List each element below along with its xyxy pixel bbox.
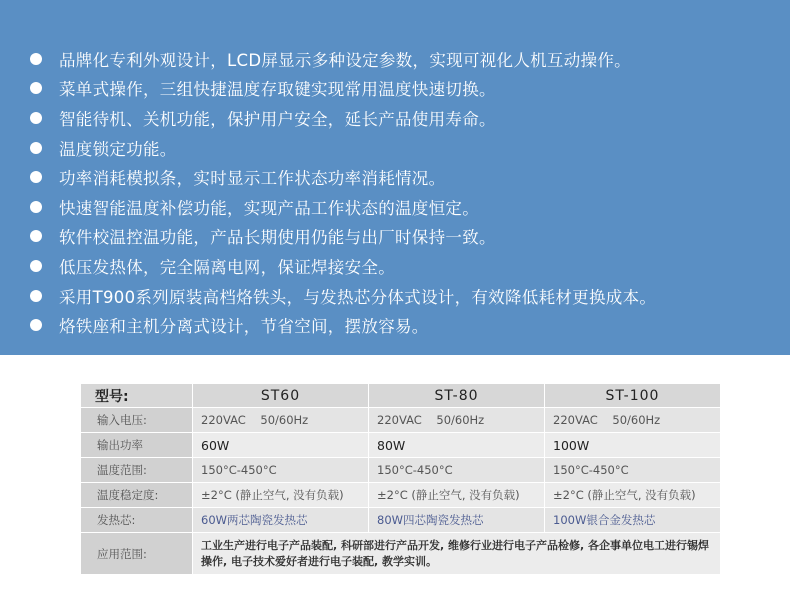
table-cell: 100W	[545, 433, 721, 458]
bullet-icon	[30, 53, 42, 65]
feature-text: 品牌化专利外观设计，LCD屏显示多种设定参数，实现可视化人机互动操作。	[59, 50, 631, 70]
feature-item	[30, 310, 656, 340]
feature-item	[30, 74, 656, 104]
feature-item	[30, 44, 656, 74]
spec-header-row	[81, 384, 721, 408]
feature-text: 菜单式操作，三组快捷温度存取键实现常用温度快速切换。	[59, 80, 496, 100]
feature-text: 烙铁座和主机分离式设计，节省空间，摆放容易。	[59, 317, 429, 337]
table-row	[81, 483, 721, 508]
table-row	[81, 508, 721, 533]
table-cell: 220VAC 50/60Hz	[545, 408, 721, 433]
table-cell: 220VAC 50/60Hz	[369, 408, 545, 433]
row-label-temp-stability: 温度稳定度:	[81, 483, 193, 508]
bullet-icon	[30, 260, 42, 272]
feature-item	[30, 162, 656, 192]
table-row	[81, 458, 721, 483]
table-cell: 60W	[193, 433, 369, 458]
bullet-icon	[30, 290, 42, 302]
row-label-heating-core: 发热芯:	[81, 508, 193, 533]
feature-text: 智能待机、关机功能，保护用户安全，延长产品使用寿命。	[59, 109, 496, 129]
row-label-output-power: 输出功率	[81, 433, 193, 458]
bullet-icon	[30, 171, 42, 183]
row-label-temp-range: 温度范围:	[81, 458, 193, 483]
bullet-icon	[30, 142, 42, 154]
table-cell: 80W	[369, 433, 545, 458]
table-cell: 100W银合金发热芯	[545, 508, 721, 533]
row-label-application: 应用范围:	[81, 533, 193, 575]
table-row	[81, 433, 721, 458]
bullet-icon	[30, 201, 42, 213]
table-row	[81, 408, 721, 433]
model-st60: ST60	[193, 384, 369, 408]
table-row	[81, 533, 721, 575]
feature-list	[30, 44, 656, 340]
bullet-icon	[30, 319, 42, 331]
feature-text: 温度锁定功能。	[59, 139, 177, 159]
feature-text: 软件校温控温功能，产品长期使用仍能与出厂时保持一致。	[59, 228, 496, 248]
table-cell: ±2°C (静止空气, 没有负载)	[545, 483, 721, 508]
feature-item	[30, 192, 656, 222]
feature-item	[30, 133, 656, 163]
model-st80: ST-80	[369, 384, 545, 408]
feature-item	[30, 103, 656, 133]
model-st100: ST-100	[545, 384, 721, 408]
feature-text: 低压发热体，完全隔离电网，保证焊接安全。	[59, 257, 395, 277]
feature-item	[30, 281, 656, 311]
table-cell: 60W两芯陶瓷发热芯	[193, 508, 369, 533]
bullet-icon	[30, 112, 42, 124]
row-label-input-voltage: 输入电压:	[81, 408, 193, 433]
feature-item	[30, 222, 656, 252]
table-cell: 80W四芯陶瓷发热芯	[369, 508, 545, 533]
table-cell: ±2°C (静止空气, 没有负载)	[369, 483, 545, 508]
application-scope-text: 工业生产进行电子产品装配, 科研部进行产品开发, 维修行业进行电子产品检修, 各企事单位电工进行锡焊操作, 电子技术爱好者进行电子装配, 教学实训。	[193, 533, 721, 575]
bullet-icon	[30, 82, 42, 94]
feature-text: 快速智能温度补偿功能，实现产品工作状态的温度恒定。	[59, 198, 479, 218]
table-cell: 150°C-450°C	[193, 458, 369, 483]
table-cell: 150°C-450°C	[369, 458, 545, 483]
bullet-icon	[30, 230, 42, 242]
feature-text: 功率消耗模拟条，实时显示工作状态功率消耗情况。	[59, 169, 446, 189]
table-cell: 220VAC 50/60Hz	[193, 408, 369, 433]
feature-item	[30, 251, 656, 281]
feature-text: 采用T900系列原装高档烙铁头，与发热芯分体式设计，有效降低耗材更换成本。	[59, 287, 657, 307]
model-label: 型号:	[81, 384, 193, 408]
table-cell: 150°C-450°C	[545, 458, 721, 483]
table-cell: ±2°C (静止空气, 没有负载)	[193, 483, 369, 508]
spec-table	[80, 383, 721, 575]
